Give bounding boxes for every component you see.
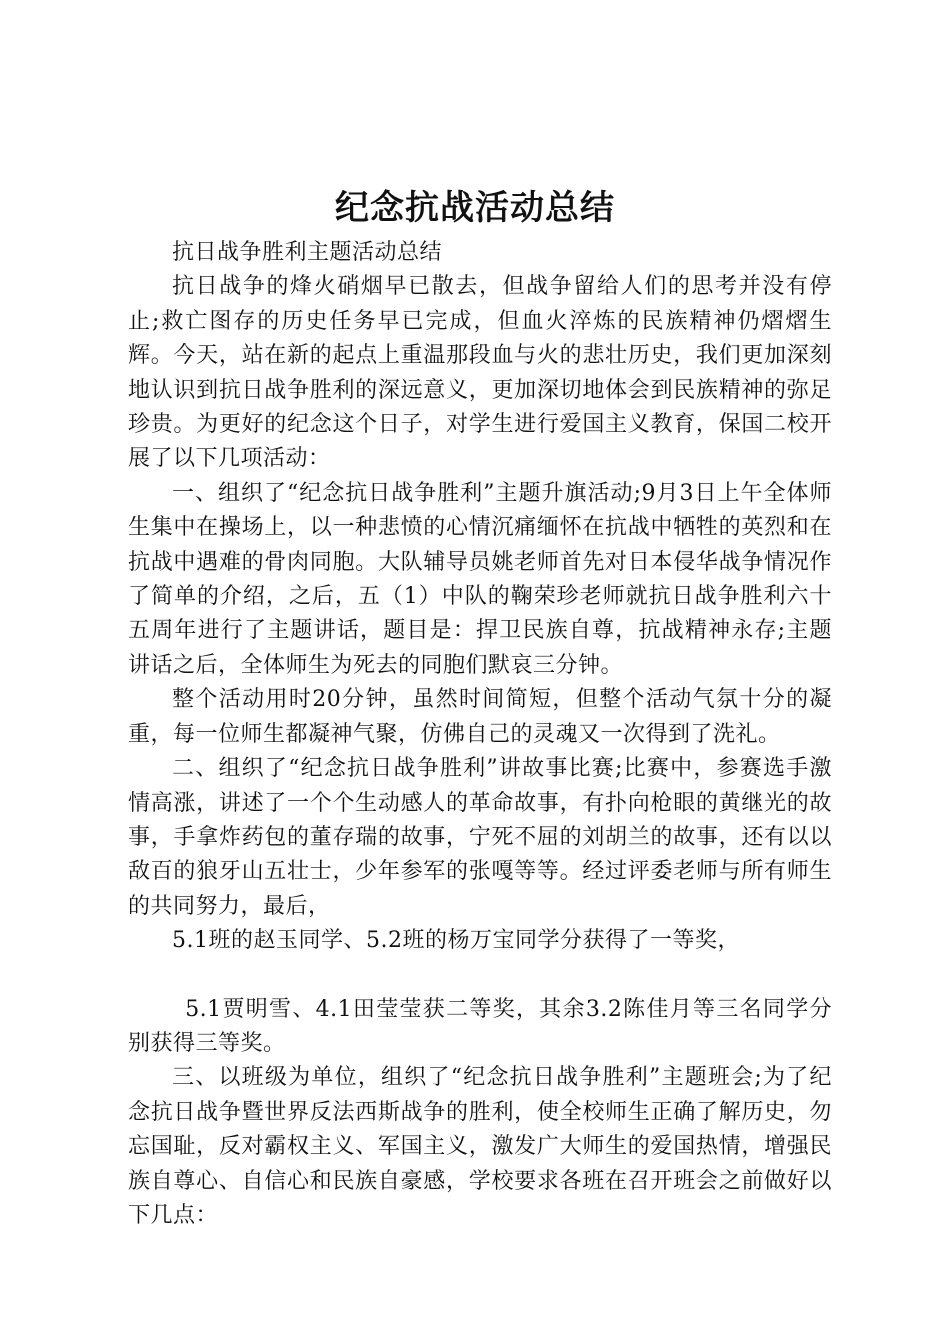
paragraph-intro: 抗日战争的烽火硝烟早已散去，但战争留给人们的思考并没有停止;救亡图存的历史任务早已完成，但血火淬炼的民族精神仍熠熠生辉。今天，站在新的起点上重温那段血与火的悲壮历史，我们更加深刻地认识到抗日战争胜利的深远意义，更加深切地体会到民族精神的弥足珍贵。为更好的纪念这个日子，对学生进行爱国主义教育，保国二校开展了以下几项活动： xyxy=(128,274,832,472)
paragraph-subtitle: 抗日战争胜利主题活动总结 xyxy=(172,240,443,265)
document-body xyxy=(128,236,832,1233)
paragraph-first-prize: 5.1班的赵玉同学、5.2班的杨万宝同学分获得了一等奖， xyxy=(172,928,740,954)
paragraph-activity-two: 二、组织了“纪念抗日战争胜利”讲故事比赛;比赛中，参赛选手激情高涨，讲述了一个个生动感人的革命故事，有扑向枪眼的黄继光的故事，手拿炸药包的董存瑞的故事，宁死不屈的刘胡兰的故事，还有以以敌百的狼牙山五壮士，少年参军的张嘎等等。经过评委老师与所有师生的共同努力，最后， xyxy=(128,756,832,919)
document-title: 纪念抗战活动总结 xyxy=(335,188,615,228)
paragraph-activity-one: 一、组织了“纪念抗日战争胜利”主题升旗活动;9月3日上午全体师生集中在操场上，以一种悲愤的心情沉痛缅怀在抗战中牺牲的英烈和在抗战中遇难的骨肉同胞。大队辅导员姚老师首先对日本侵华战争情况作了简单的介绍，之后，五（1）中队的鞠荣珍老师就抗日战争胜利六十五周年进行了主题讲话，题目是：捍卫民族自尊，抗战精神永存;主题讲话之后，全体师生为死去的同胞们默哀三分钟。 xyxy=(128,480,832,678)
paragraph-activity-one-summary: 整个活动用时20分钟，虽然时间简短，但整个活动气氛十分的凝重，每一位师生都凝神气聚，仿佛自己的灵魂又一次得到了洗礼。 xyxy=(128,687,832,747)
paragraph-activity-three: 三、以班级为单位，组织了“纪念抗日战争胜利”主题班会;为了纪念抗日战争暨世界反法西斯战争的胜利，使全校师生正确了解历史，勿忘国耻，反对霸权主义、军国主义，激发广大师生的爱国热情，增强民族自尊心、自信心和民族自豪感，学校要求各班在召开班会之前做好以下几点： xyxy=(128,1065,832,1228)
paragraph-other-prizes: 5.1贾明雪、4.1田莹莹获二等奖，其余3.2陈佳月等三名同学分别获得三等奖。 xyxy=(128,996,832,1056)
